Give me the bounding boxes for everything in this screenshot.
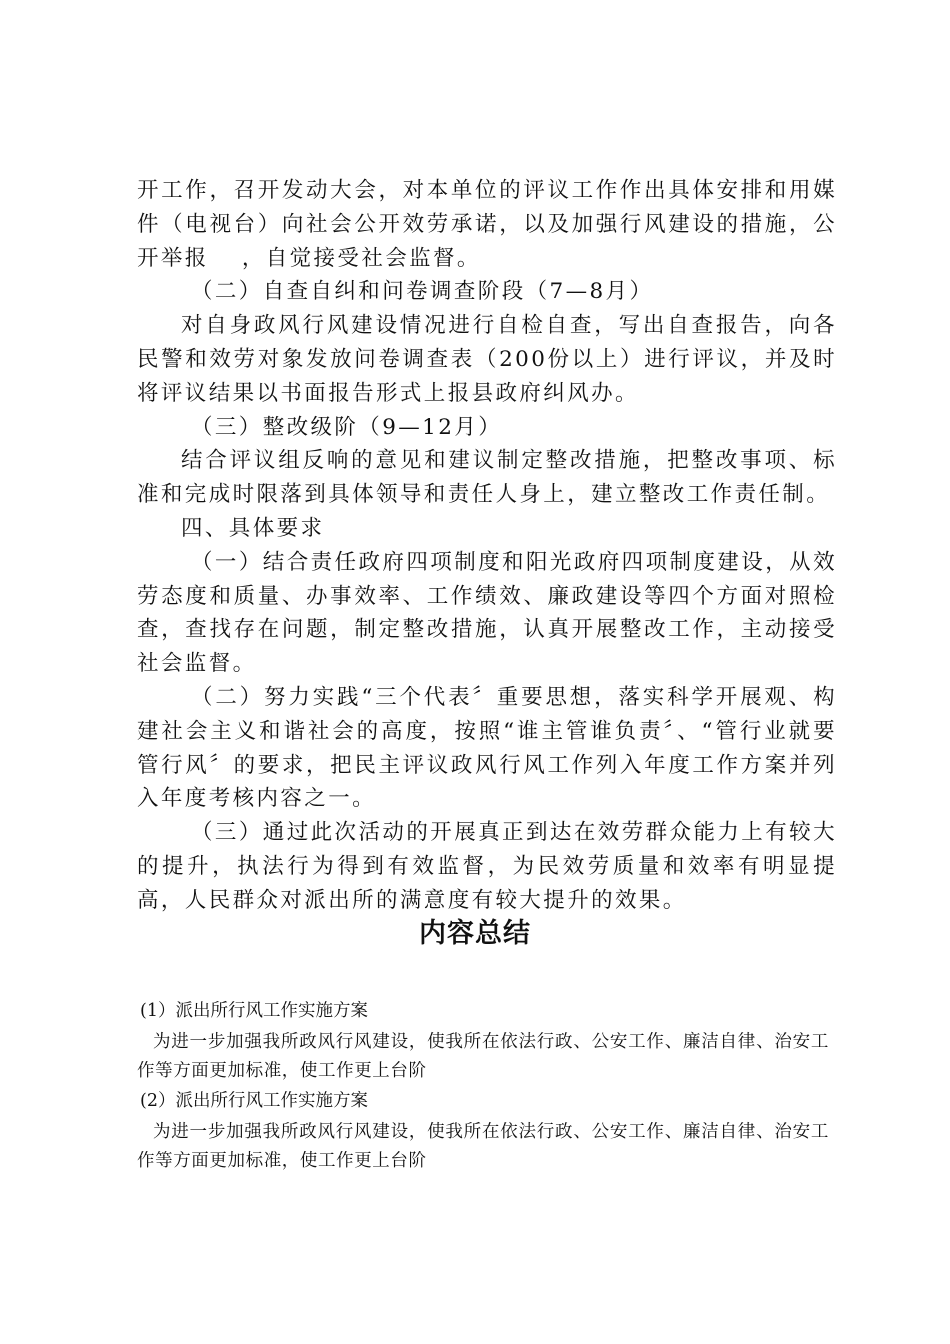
section-heading: 四、具体要求 bbox=[181, 515, 325, 541]
summary-section bbox=[137, 998, 829, 1176]
summary-item-title: (2）派出所行风工作实施方案 bbox=[140, 1091, 368, 1111]
section-heading: （三）整改级阶（9—12月） bbox=[191, 414, 503, 440]
body-paragraph: 对自身政风行风建设情况进行自检自查，写出自查报告，向各民警和效劳对象发放问卷调查表（200份以上）进行评议，并及时将评议结果以书面报告形式上报县政府纠风办。 bbox=[137, 313, 837, 406]
body-paragraph: 开工作，召开发动大会，对本单位的评议工作作出具体安排和用媒件（电视台）向社会公开效劳承诺，以及加强行风建设的措施，公开举报 ，自觉接受社会监督。 bbox=[137, 178, 837, 271]
body-paragraph: （一）结合责任政府四项制度和阳光政府四项制度建设，从效劳态度和质量、办事效率、工作绩效、廉政建设等四个方面对照检查，查找存在问题，制定整改措施，认真开展整改工作，主动接受社会监督。 bbox=[137, 549, 837, 677]
body-paragraph: （二）努力实践“三个代表〞重要思想，落实科学开展观、构建社会主义和谐社会的高度，按照“谁主管谁负责〞、“管行业就要管行风〞的要求，把民主评议政风行风工作列入年度工作方案并列入年度考核内容之一。 bbox=[137, 684, 837, 812]
section-heading: （二）自查自纠和问卷调查阶段（7—8月） bbox=[191, 279, 654, 305]
summary-item-title: (1）派出所行风工作实施方案 bbox=[140, 1001, 368, 1021]
summary-item bbox=[137, 998, 829, 1086]
summary-item bbox=[137, 1088, 829, 1176]
body-paragraph: 结合评议组反响的意见和建议制定整改措施，把整改事项、标准和完成时限落到具体领导和责任人身上，建立整改工作责任制。 bbox=[137, 448, 837, 508]
document-body bbox=[137, 174, 837, 918]
summary-title: 内容总结 bbox=[419, 918, 531, 949]
summary-item-text: 为进一步加强我所政风行风建设，使我所在依法行政、公安工作、廉洁自律、治安工作等方面更加标准，使工作更上台阶 bbox=[137, 1122, 829, 1171]
body-paragraph: （三）通过此次活动的开展真正到达在效劳群众能力上有较大的提升，执法行为得到有效监督，为民效劳质量和效率有明显提高，人民群众对派出所的满意度有较大提升的效果。 bbox=[137, 820, 837, 913]
summary-item-text: 为进一步加强我所政风行风建设，使我所在依法行政、公安工作、廉洁自律、治安工作等方面更加标准，使工作更上台阶 bbox=[137, 1032, 829, 1081]
